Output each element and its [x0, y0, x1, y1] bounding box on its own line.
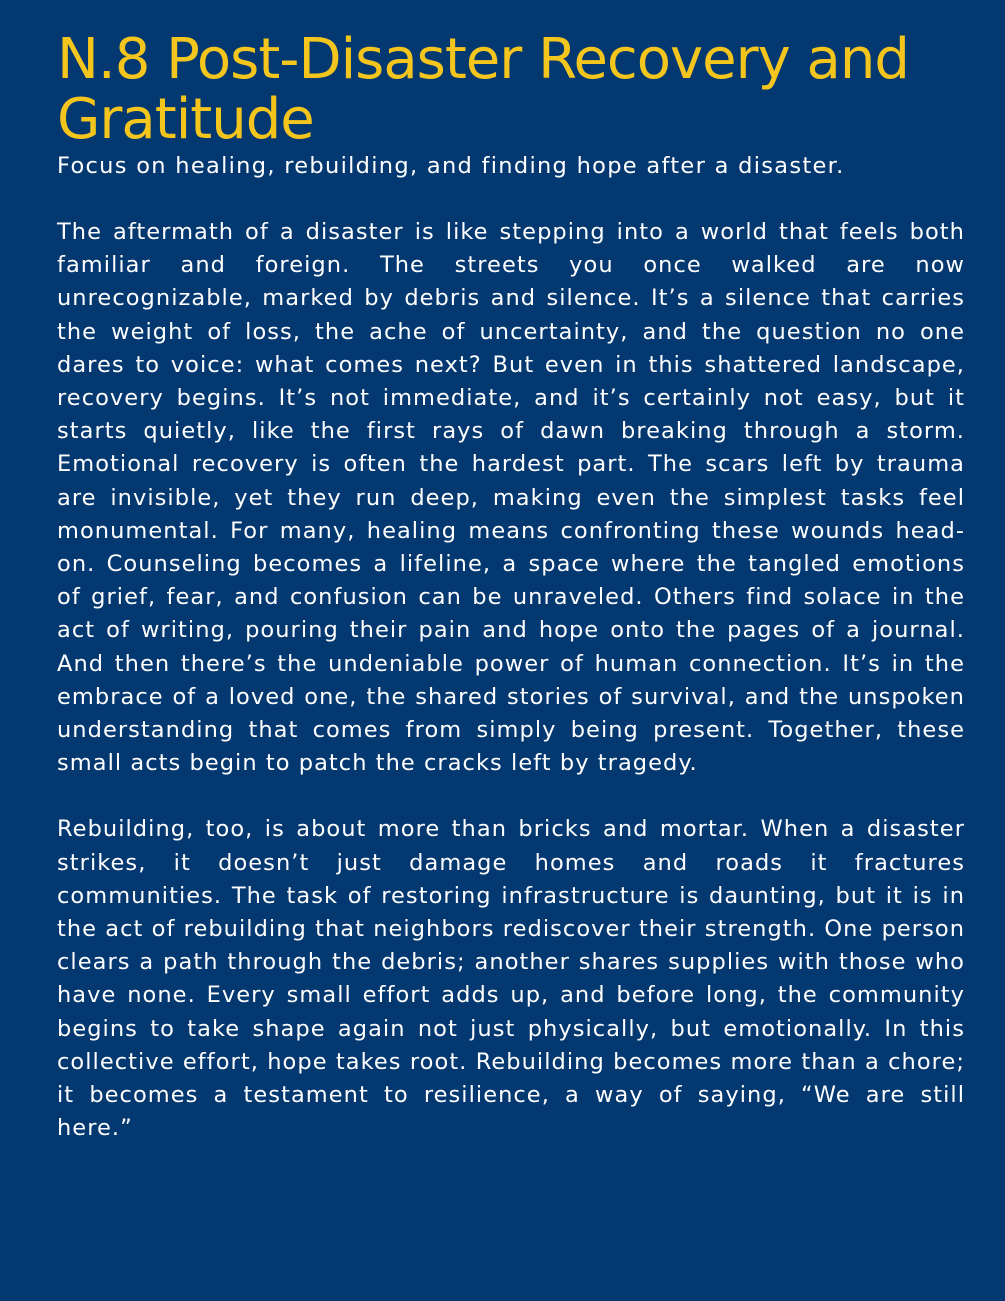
body-paragraph-1: The aftermath of a disaster is like stepping into a world that feels both familiar and foreign. The streets you once walked are now unrecognizable, marked by debris and silence. It’s a silence that carries the weight of loss, the ache of uncertainty, and the question no one dares to voice: what comes next? But even in this shattered landscape, recovery begins. It’s not immediate, and it’s certainly not easy, but it starts quietly, like the first rays of dawn breaking through a storm. Emotional recovery is often the hardest part. The scars left by trauma are invisible, yet they run deep, making even the simplest tasks feel monumental. For many, healing means confronting these wounds head-on. Counseling becomes a lifeline, a space where the tangled emotions of grief, fear, and confusion can be unraveled. Others find solace in the act of writing, pouring their pain and hope onto the pages of a journal. And then there’s the undeniable power of human connection. It’s in the embrace of a loved one, the shared stories of survival, and the unspoken understanding that comes from simply being present. Together, these small acts begin to patch the cracks left by tragedy.: [57, 219, 965, 777]
document-page: [57, 27, 965, 1178]
page-subtitle: Focus on healing, rebuilding, and finding hope after a disaster.: [57, 153, 845, 179]
body-paragraph-2: Rebuilding, too, is about more than bricks and mortar. When a disaster strikes, it doesn’t just damage homes and roads it fractures communities. The task of restoring infrastructure is daunting, but it is in the act of rebuilding that neighbors rediscover their strength. One person clears a path through the debris; another shares supplies with those who have none. Every small effort adds up, and before long, the community begins to take shape again not just physically, but emotionally. In this collective effort, hope takes root. Rebuilding becomes more than a chore; it becomes a testament to resilience, a way of saying, “We are still here.”: [57, 816, 965, 1142]
page-title: N.8 Post-Disaster Recovery and Gratitude: [57, 27, 909, 152]
